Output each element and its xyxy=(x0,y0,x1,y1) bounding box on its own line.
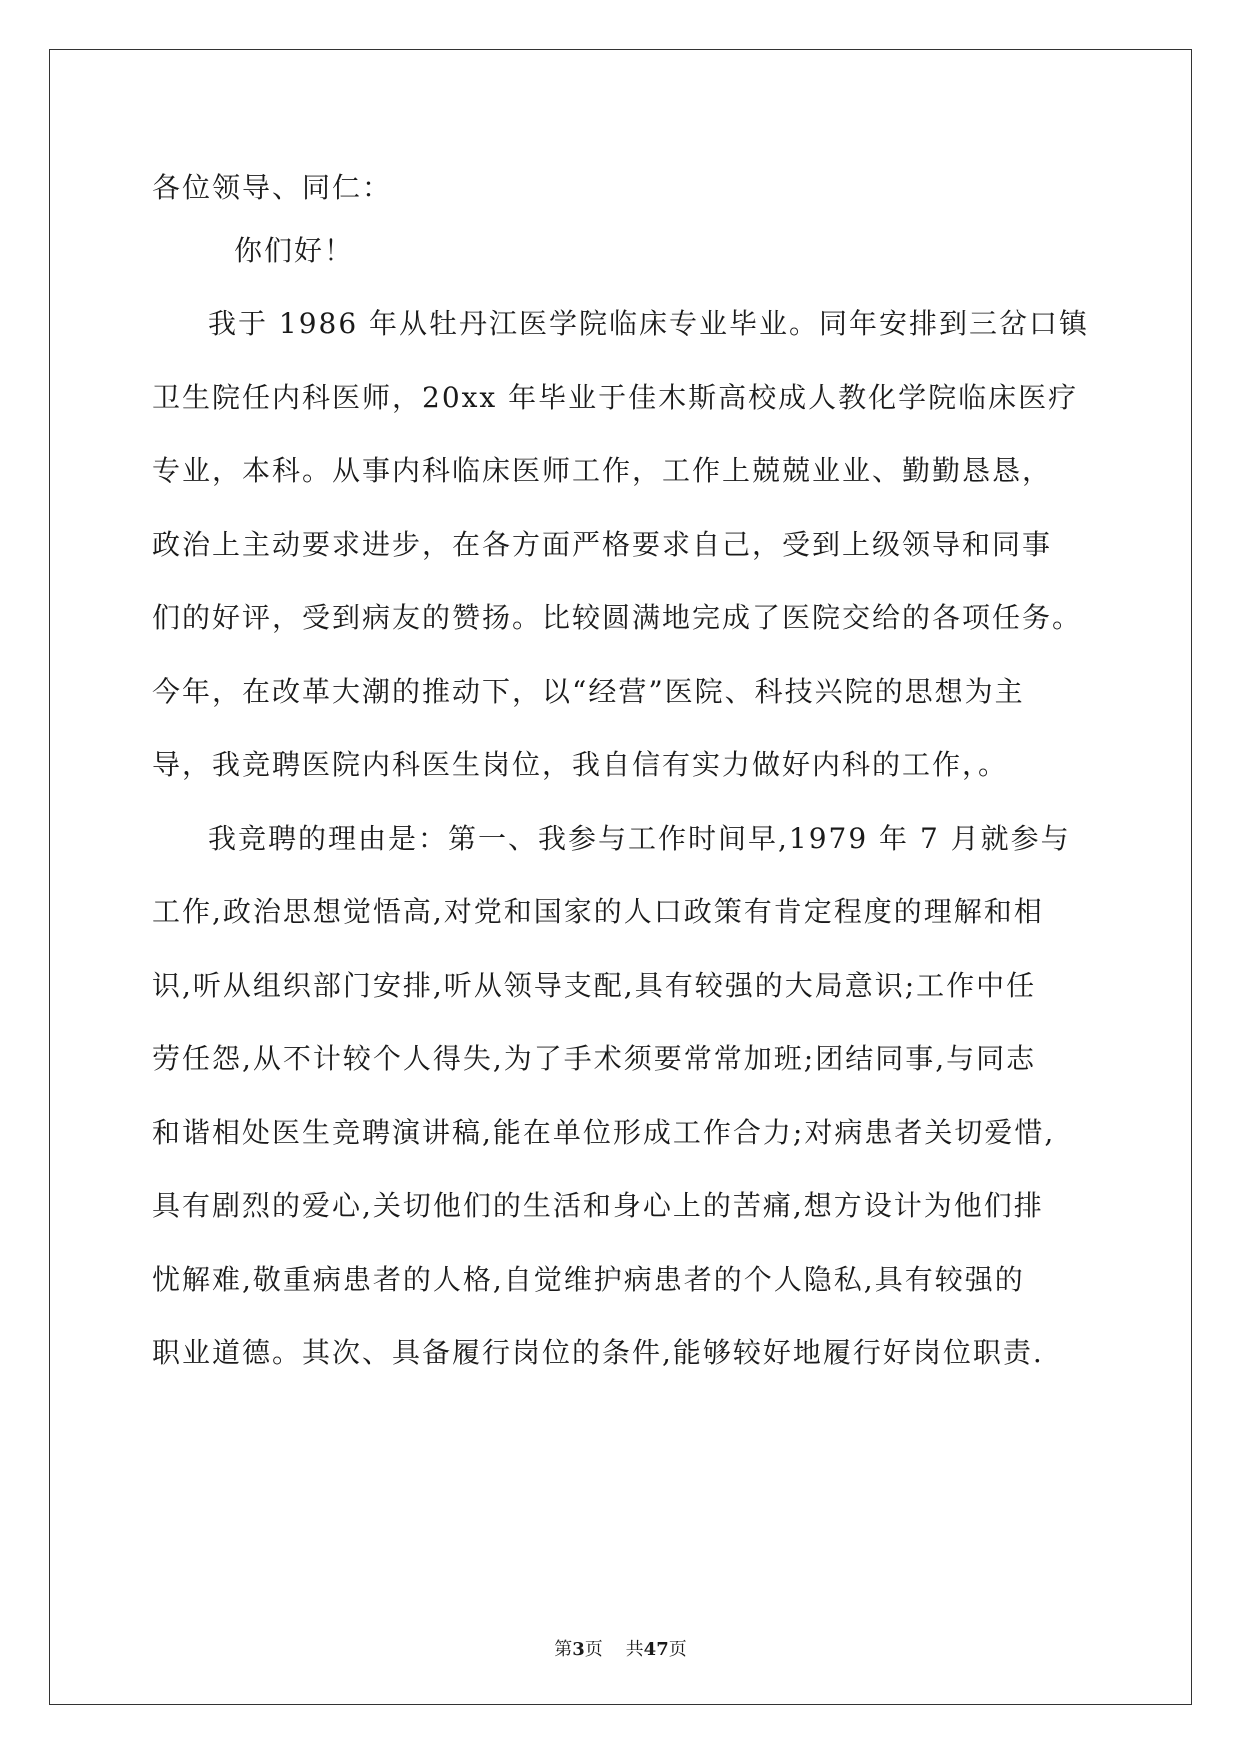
paragraph-line: 识,听从组织部门安排,听从领导支配,具有较强的大局意识;工作中任 xyxy=(152,969,1037,1002)
paragraph-line: 专业，本科。从事内科临床医师工作，工作上兢兢业业、勤勤恳恳， xyxy=(152,454,1053,487)
paragraph-line: 我于 1986 年从牡丹江医学院临床专业毕业。同年安排到三岔口镇 xyxy=(208,307,1090,340)
total-pages: 47 xyxy=(643,1639,669,1660)
page-suffix: 页 xyxy=(584,1639,603,1660)
paragraph-line: 和谐相处医生竞聘演讲稿,能在单位形成工作合力;对病患者关切爱惜, xyxy=(152,1116,1056,1149)
page-footer xyxy=(0,1638,1241,1662)
paragraph-line: 劳任怨,从不计较个人得失,为了手术须要常常加班;团结同事,与同志 xyxy=(152,1042,1037,1075)
paragraph-line: 忧解难,敬重病患者的人格,自觉维护病患者的个人隐私,具有较强的 xyxy=(152,1263,1025,1296)
page-number: 3 xyxy=(572,1639,585,1660)
page-border xyxy=(49,49,1192,1705)
paragraph-line: 卫生院任内科医师，20xx 年毕业于佳木斯高校成人教化学院临床医疗 xyxy=(152,381,1079,414)
total-prefix: 共 xyxy=(625,1639,644,1660)
paragraph-line: 工作,政治思想觉悟高,对党和国家的人口政策有肯定程度的理解和相 xyxy=(152,895,1044,928)
greeting-line: 你们好！ xyxy=(234,234,355,267)
paragraph-line: 导，我竞聘医院内科医生岗位，我自信有实力做好内科的工作，。 xyxy=(152,748,1009,781)
paragraph-line: 职业道德。其次、具备履行岗位的条件,能够较好地履行好岗位职责. xyxy=(152,1336,1044,1369)
total-suffix: 页 xyxy=(668,1639,687,1660)
paragraph-line: 们的好评，受到病友的赞扬。比较圆满地完成了医院交给的各项任务。 xyxy=(152,601,1083,634)
salutation-line: 各位领导、同仁： xyxy=(152,171,393,204)
paragraph-line: 今年，在改革大潮的推动下，以“经营”医院、科技兴院的思想为主 xyxy=(152,675,1025,708)
paragraph-line: 具有剧烈的爱心,关切他们的生活和身心上的苦痛,想方设计为他们排 xyxy=(152,1189,1044,1222)
page-prefix: 第 xyxy=(554,1639,573,1660)
paragraph-line: 政治上主动要求进步，在各方面严格要求自己，受到上级领导和同事 xyxy=(152,528,1053,561)
paragraph-line: 我竞聘的理由是：第一、我参与工作时间早,1979 年 7 月就参与 xyxy=(208,822,1071,855)
